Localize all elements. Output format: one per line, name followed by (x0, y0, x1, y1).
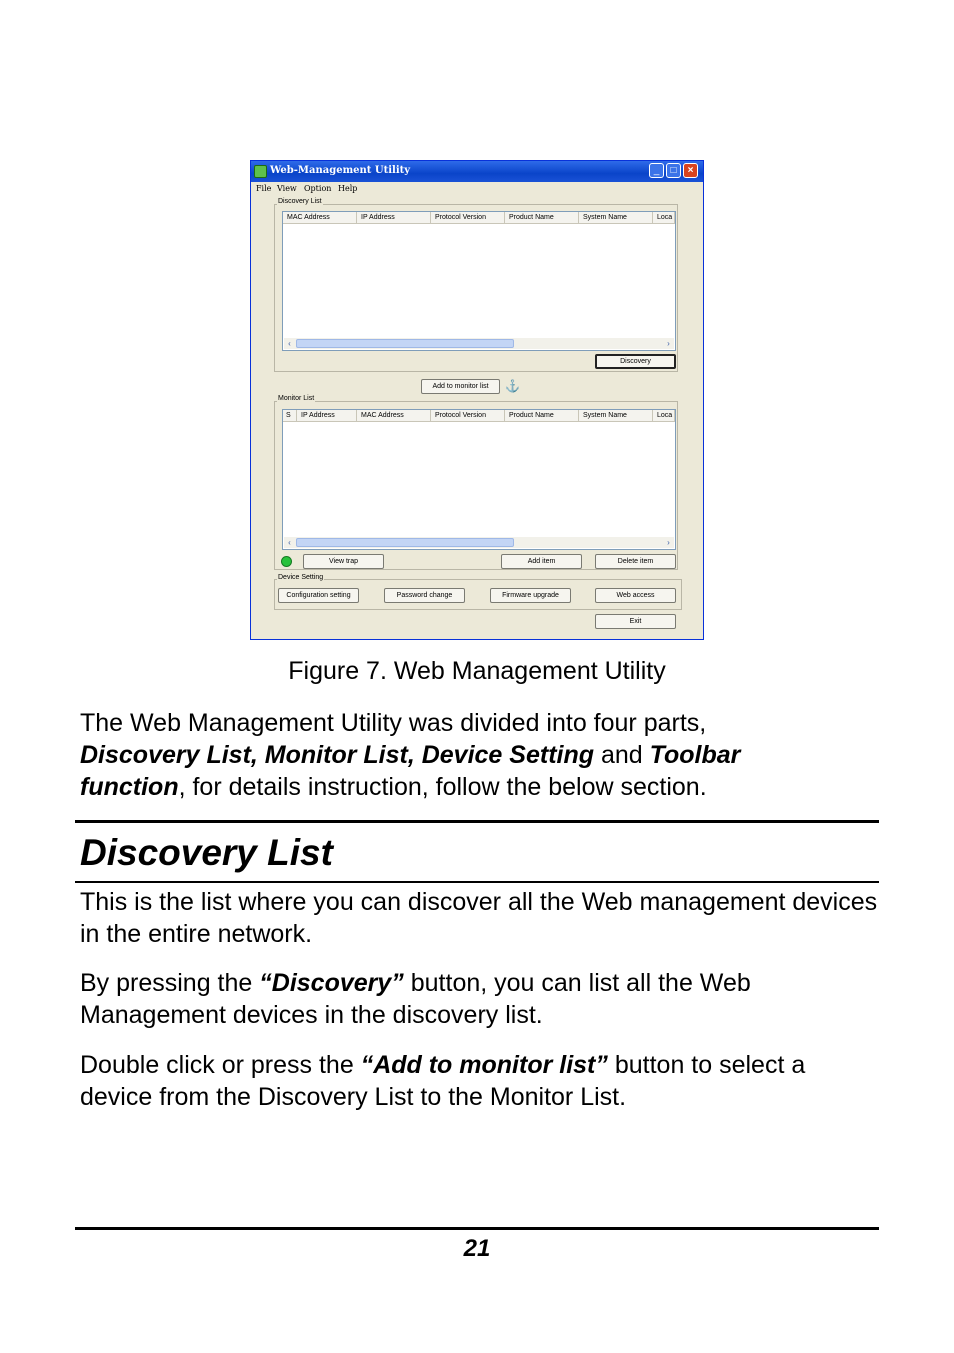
column-header[interactable]: System Name (579, 212, 653, 224)
column-header[interactable]: Product Name (505, 410, 579, 422)
column-header[interactable]: Loca (653, 410, 675, 422)
column-header[interactable]: S (283, 410, 297, 422)
discovery-list-table[interactable] (282, 211, 676, 351)
intro-text: , for details instruction, follow the below section. (178, 773, 707, 801)
scroll-right-icon[interactable]: › (667, 339, 670, 348)
scroll-thumb[interactable] (296, 339, 514, 348)
discovery-button[interactable]: Discovery (595, 354, 676, 369)
column-header[interactable]: MAC Address (357, 410, 431, 422)
anchor-icon[interactable]: ⚓ (505, 379, 520, 393)
column-header[interactable]: MAC Address (283, 212, 357, 224)
minimize-button[interactable]: _ (649, 163, 664, 178)
device-setting-label: Device Setting (278, 574, 324, 581)
menu-help[interactable]: Help (338, 184, 358, 193)
configuration-setting-button[interactable]: Configuration setting (278, 588, 359, 603)
paragraph-1: This is the list where you can discover all the Web management devices in the entire network. (80, 888, 878, 948)
p2-text: By pressing the (80, 969, 260, 997)
web-access-button[interactable]: Web access (595, 588, 676, 603)
intro-bold-toolbar: Toolbar (649, 741, 741, 769)
view-trap-button[interactable]: View trap (303, 554, 384, 569)
menu-view[interactable]: View (277, 184, 297, 193)
intro-text: The Web Management Utility was divided into four parts, (80, 709, 707, 737)
window-title: Web-Management Utility (270, 165, 411, 176)
scroll-left-icon[interactable]: ‹ (288, 538, 291, 547)
section-heading: Discovery List (80, 832, 333, 873)
password-change-button[interactable]: Password change (384, 588, 465, 603)
intro-text: and (594, 741, 650, 769)
horizontal-scrollbar[interactable] (284, 537, 674, 548)
scroll-left-icon[interactable]: ‹ (288, 339, 291, 348)
monitor-list-table[interactable] (282, 409, 676, 550)
monitor-list-label: Monitor List (278, 395, 315, 402)
column-header[interactable]: IP Address (357, 212, 431, 224)
scroll-right-icon[interactable]: › (667, 538, 670, 547)
column-header[interactable]: System Name (579, 410, 653, 422)
column-header[interactable]: Loca (653, 212, 675, 224)
footer-rule (75, 1227, 879, 1230)
column-header[interactable]: Protocol Version (431, 410, 505, 422)
add-to-monitor-list-button[interactable]: Add to monitor list (421, 379, 500, 394)
p2-text: button, you can list all the Web Management devices in the discovery list. (80, 969, 751, 1029)
intro-bold-function: function (80, 773, 179, 801)
p3-text: button to select a device from the Discovery List to the Monitor List. (80, 1051, 806, 1111)
horizontal-scrollbar[interactable] (284, 338, 674, 349)
column-header[interactable]: Product Name (505, 212, 579, 224)
figure-caption: Figure 7. Web Management Utility (288, 657, 666, 685)
discovery-list-label: Discovery List (278, 198, 322, 205)
maximize-button[interactable]: □ (666, 163, 681, 178)
column-header[interactable]: Protocol Version (431, 212, 505, 224)
section-rule-top (75, 820, 879, 823)
status-led-icon (281, 556, 292, 567)
exit-button[interactable]: Exit (595, 614, 676, 629)
menu-option[interactable]: Option (304, 184, 332, 193)
menu-file[interactable]: File (256, 184, 272, 193)
close-button[interactable]: × (683, 163, 698, 178)
p2-bold: “Discovery” (259, 969, 404, 997)
page-number: 21 (463, 1235, 491, 1262)
paragraph-3 (80, 1049, 880, 1113)
p3-bold: “Add to monitor list” (360, 1051, 608, 1079)
section-rule-bottom (75, 881, 879, 883)
intro-bold-parts: Discovery List, Monitor List, Device Setting (80, 741, 595, 769)
web-management-utility-window (250, 160, 704, 640)
intro-paragraph (80, 707, 880, 803)
app-icon (254, 165, 267, 178)
column-header[interactable]: IP Address (297, 410, 357, 422)
p3-text: Double click or press the (80, 1051, 361, 1079)
firmware-upgrade-button[interactable]: Firmware upgrade (490, 588, 571, 603)
add-item-button[interactable]: Add item (501, 554, 582, 569)
paragraph-2 (80, 967, 880, 1031)
title-bar (251, 161, 703, 182)
scroll-thumb[interactable] (296, 538, 514, 547)
delete-item-button[interactable]: Delete item (595, 554, 676, 569)
